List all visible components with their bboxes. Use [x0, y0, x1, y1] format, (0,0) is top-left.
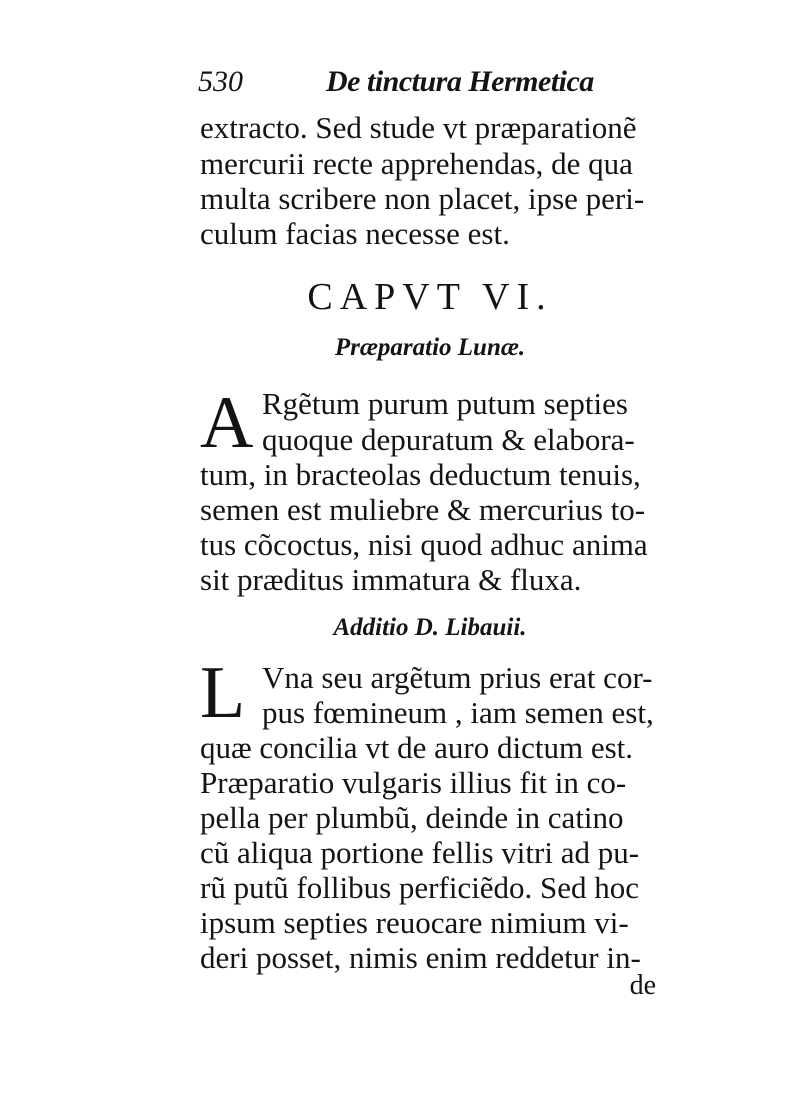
- text-line: cũ aliqua portione fellis vitri ad pu-: [200, 835, 640, 870]
- text-line: rũ putũ follibus perficiẽdo. Sed hoc: [200, 870, 640, 905]
- text-line: ipsum septies reuocare nimium vi-: [200, 905, 629, 940]
- running-title: De tinctura Hermetica: [326, 65, 594, 98]
- text-line: pella per plumbũ, deinde in catino: [200, 800, 624, 835]
- text-line: multa scribere non placet, ipse peri-: [200, 181, 645, 216]
- catchword: de: [629, 970, 656, 1001]
- text-line: deri posset, nimis enim reddetur in-: [200, 940, 641, 975]
- text-line: Vna seu argẽtum prius erat cor-: [262, 660, 653, 695]
- drop-cap: L: [200, 652, 246, 734]
- text-line: quoque depuratum & elabora-: [262, 422, 635, 457]
- page-number: 530: [198, 65, 243, 98]
- text-line: extracto. Sed stude vt præparationẽ: [200, 110, 637, 145]
- text-line: mercurii recte apprehendas, de qua: [200, 146, 633, 181]
- section-subheading: Præparatio Lunæ.: [334, 334, 526, 361]
- text-line: quæ concilia vt de auro dictum est.: [200, 730, 634, 765]
- text-line: Rgẽtum purum putum septies: [262, 386, 628, 421]
- text-line: Præparatio vulgaris illius fit in co-: [200, 765, 627, 800]
- page-header: [198, 62, 658, 102]
- text-line: sit præditus immatura & fluxa.: [200, 562, 582, 597]
- drop-cap: A: [200, 382, 254, 464]
- text-line: culum facias necesse est.: [200, 216, 510, 251]
- chapter-heading: CAPVT VI.: [307, 276, 553, 318]
- text-line: tum, in bracteolas deductum tenuis,: [200, 457, 641, 492]
- text-line: tus cõcoctus, nisi quod adhuc anima: [200, 527, 648, 562]
- section-subheading: Additio D. Libauii.: [333, 614, 527, 641]
- text-line: pus fœmineum , iam semen est,: [262, 695, 654, 730]
- text-line: semen est muliebre & mercurius to-: [200, 492, 646, 527]
